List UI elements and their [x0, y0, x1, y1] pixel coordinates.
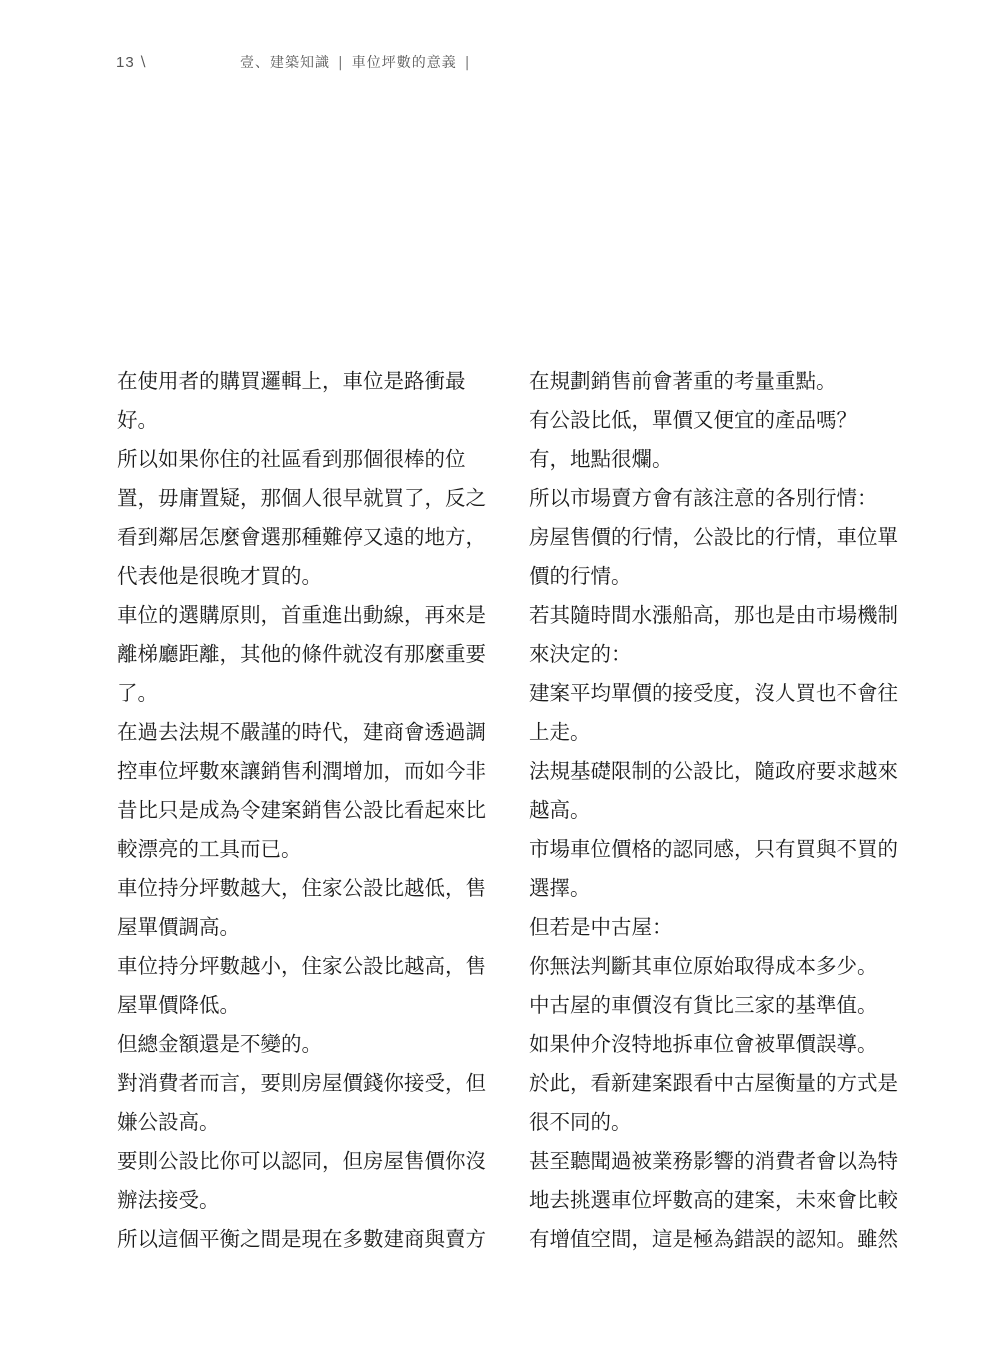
text-line: 但若是中古屋：	[529, 915, 673, 939]
text-line: 離梯廳距離，其他的條件就沒有那麼重要	[117, 642, 486, 666]
text-line: 有公設比低，單價又便宜的產品嗎？	[529, 408, 857, 432]
chapter-title: 壹、建築知識	[240, 55, 330, 71]
text-column-right	[529, 362, 921, 1259]
text-line: 代表他是很晚才買的。	[117, 564, 322, 588]
text-line: 好。	[117, 408, 158, 432]
text-line: 但總金額還是不變的。	[117, 1032, 322, 1056]
text-line: 上走。	[529, 720, 591, 744]
text-line: 所以如果你住的社區看到那個很棒的位	[117, 447, 466, 471]
text-line: 在過去法規不嚴謹的時代，建商會透過調	[117, 720, 486, 744]
text-line: 車位持分坪數越小，住家公設比越高，售	[117, 954, 486, 978]
text-line: 如果仲介沒特地拆車位會被單價誤導。	[529, 1032, 878, 1056]
text-line: 所以這個平衡之間是現在多數建商與賣方	[117, 1227, 486, 1251]
text-line: 辦法接受。	[117, 1188, 220, 1212]
text-line: 對消費者而言，要則房屋價錢你接受，但	[117, 1071, 486, 1095]
page-number: 13	[116, 53, 135, 71]
text-line: 有，地點很爛。	[529, 447, 673, 471]
text-line: 所以市場賣方會有該注意的各別行情：	[529, 486, 878, 510]
text-line: 建案平均單價的接受度，沒人買也不會往	[529, 681, 898, 705]
text-line: 車位的選購原則，首重進出動線，再來是	[117, 603, 486, 627]
text-line: 在使用者的購買邏輯上，車位是路衝最	[117, 369, 466, 393]
text-line: 置，毋庸置疑，那個人很早就買了，反之	[117, 486, 486, 510]
text-line: 你無法判斷其車位原始取得成本多少。	[529, 954, 878, 978]
text-line: 屋單價降低。	[117, 993, 240, 1017]
text-line: 於此，看新建案跟看中古屋衡量的方式是	[529, 1071, 898, 1095]
text-line: 甚至聽聞過被業務影響的消費者會以為特	[529, 1149, 898, 1173]
text-line: 中古屋的車價沒有貨比三家的基準值。	[529, 993, 878, 1017]
text-line: 市場車位價格的認同感，只有買與不買的	[529, 837, 898, 861]
text-line: 價的行情。	[529, 564, 632, 588]
text-line: 選擇。	[529, 876, 591, 900]
header-separator: |	[338, 55, 344, 71]
page-number-slash: \	[140, 54, 147, 70]
text-line: 較漂亮的工具而已。	[117, 837, 302, 861]
section-title: 車位坪數的意義	[351, 55, 457, 71]
running-header	[116, 50, 471, 74]
running-title	[240, 52, 478, 72]
text-line: 地去挑選車位坪數高的建案，未來會比較	[529, 1188, 898, 1212]
text-line: 若其隨時間水漲船高，那也是由市場機制	[529, 603, 898, 627]
text-line: 了。	[117, 681, 158, 705]
text-line: 看到鄰居怎麼會選那種難停又遠的地方，	[117, 525, 486, 549]
text-line: 嫌公設高。	[117, 1110, 220, 1134]
text-line: 車位持分坪數越大，住家公設比越低，售	[117, 876, 486, 900]
text-column-left	[117, 362, 509, 1259]
text-line: 很不同的。	[529, 1110, 632, 1134]
text-line: 屋單價調高。	[117, 915, 240, 939]
text-line: 法規基礎限制的公設比，隨政府要求越來	[529, 759, 898, 783]
text-line: 昔比只是成為令建案銷售公設比看起來比	[117, 798, 486, 822]
text-line: 有增值空間，這是極為錯誤的認知。雖然	[529, 1227, 898, 1251]
text-line: 來決定的：	[529, 642, 632, 666]
text-line: 控車位坪數來讓銷售利潤增加，而如今非	[117, 759, 486, 783]
text-line: 要則公設比你可以認同，但房屋售價你沒	[117, 1149, 486, 1173]
text-line: 在規劃銷售前會著重的考量重點。	[529, 369, 837, 393]
text-line: 越高。	[529, 798, 591, 822]
header-separator-end: |	[464, 55, 471, 71]
text-line: 房屋售價的行情，公設比的行情，車位單	[529, 525, 898, 549]
